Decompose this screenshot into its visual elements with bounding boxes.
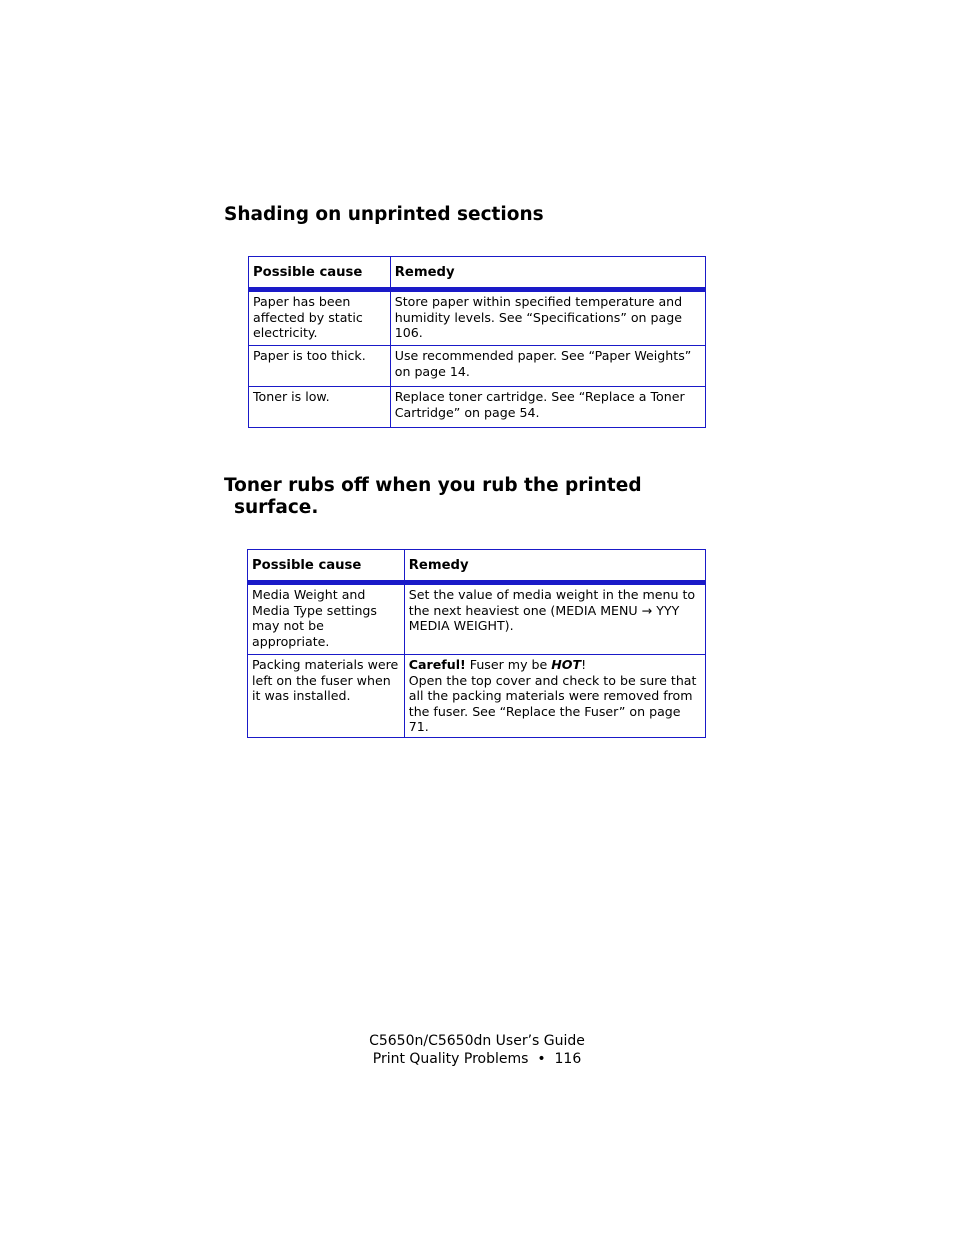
fuser-warning-text: Fuser my be bbox=[465, 657, 552, 672]
table-row bbox=[249, 290, 706, 346]
footer-guide-title: C5650n/C5650dn User’s Guide bbox=[369, 1033, 585, 1049]
shading-table bbox=[248, 256, 706, 428]
remedy-cell: Set the value of media weight in the menu to the next heaviest one (MEDIA MENU → YYY MEDIA WEIGHT). bbox=[404, 583, 705, 655]
table-header-row bbox=[248, 550, 706, 583]
cause-cell: Media Weight and Media Type settings may not be appropriate. bbox=[248, 583, 405, 655]
footer-bullet: • bbox=[537, 1051, 546, 1067]
footer-page-number: 116 bbox=[554, 1051, 582, 1067]
toner-rubs-table bbox=[247, 549, 706, 738]
cause-cell: Toner is low. bbox=[249, 387, 391, 428]
footer-section-line bbox=[0, 1050, 954, 1068]
careful-label: Careful! bbox=[408, 657, 466, 672]
table-row bbox=[249, 346, 706, 387]
table-row bbox=[249, 387, 706, 428]
remedy-cell: Use recommended paper. See “Paper Weights” on page 14. bbox=[390, 346, 705, 387]
cause-cell: Packing materials were left on the fuser when it was installed. bbox=[248, 655, 405, 738]
remedy-cell: Replace toner cartridge. See “Replace a Toner Cartridge” on page 54. bbox=[390, 387, 705, 428]
section-title-line2: surface. bbox=[234, 497, 319, 518]
hot-warning: HOT bbox=[551, 657, 582, 672]
remedy-instructions: Open the top cover and check to be sure that all the packing materials were removed from the fuser. See “Replace the Fuser” on page 71. bbox=[408, 672, 697, 734]
cause-cell: Paper is too thick. bbox=[249, 346, 391, 387]
header-possible-cause: Possible cause bbox=[248, 550, 405, 583]
table-row bbox=[248, 655, 706, 738]
cause-cell: Paper has been affected by static electricity. bbox=[249, 290, 391, 346]
footer-section-name: Print Quality Problems bbox=[372, 1051, 529, 1067]
header-possible-cause: Possible cause bbox=[249, 257, 391, 290]
section-title-toner-rubs-off bbox=[224, 475, 642, 519]
remedy-cell bbox=[404, 655, 705, 738]
table-row bbox=[248, 583, 706, 655]
header-remedy: Remedy bbox=[390, 257, 705, 290]
table-header-row bbox=[249, 257, 706, 290]
section-title-line1: Toner rubs off when you rub the printed bbox=[224, 475, 642, 496]
page-footer bbox=[0, 1032, 954, 1068]
remedy-cell: Store paper within specified temperature and humidity levels. See “Specifications” on page 106. bbox=[390, 290, 705, 346]
header-remedy: Remedy bbox=[404, 550, 705, 583]
exclamation: ! bbox=[581, 657, 587, 672]
section-title-shading: Shading on unprinted sections bbox=[224, 204, 544, 225]
